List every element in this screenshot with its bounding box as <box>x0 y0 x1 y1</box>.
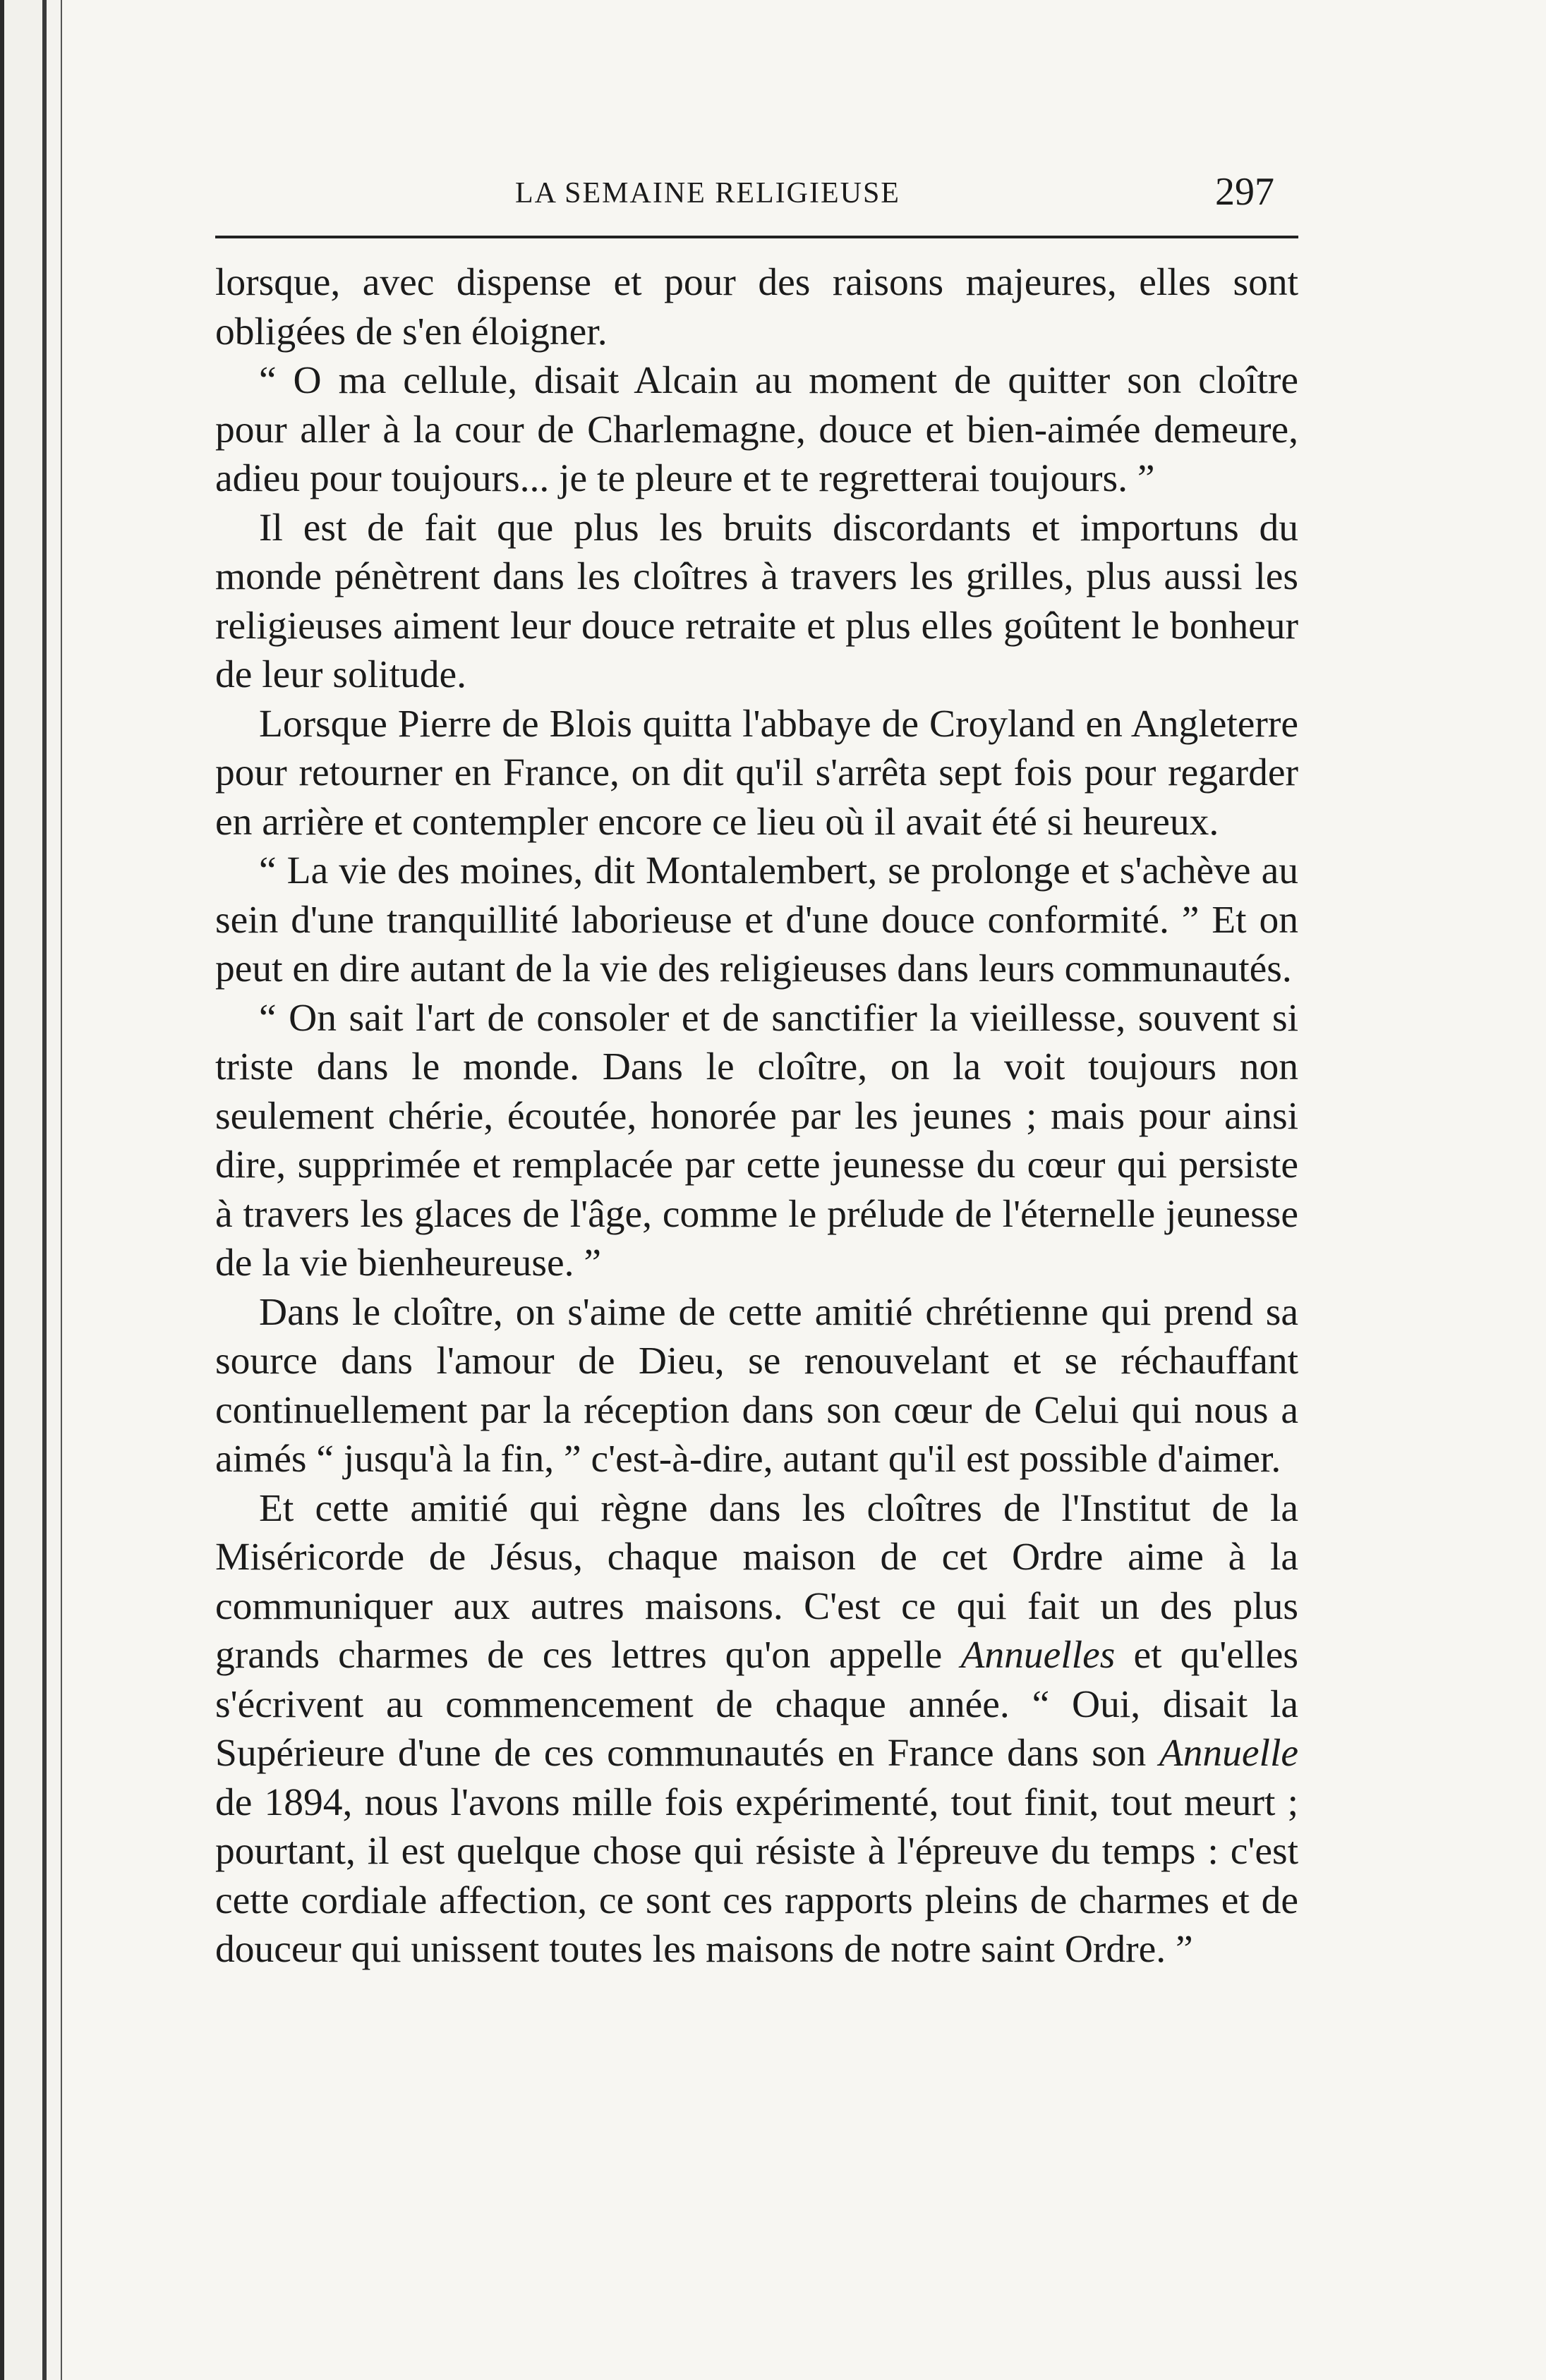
paragraph-text: de 1894, nous l'avons mille fois expérimenté, tout finit, tout meurt ; pourtant, il est quelque chose qui résiste à l'épreuve du temps : c'est cette cordiale affection, ce sont ces rapports pleins de charmes et de douceur qui unissent toutes les maisons de notre saint Ordre. ” <box>215 1780 1298 1971</box>
italic-term: Annuelles <box>960 1634 1116 1677</box>
paragraph <box>215 1484 1298 1974</box>
paragraph: “ La vie des moines, dit Montalembert, se prolonge et s'achève au sein d'une tranquillité laborieuse et d'une douce conformité. ” Et on peut en dire autant de la vie des religieuses dans leurs communautés. <box>215 849 1298 990</box>
body-text <box>215 258 1298 1974</box>
paragraph: Dans le cloître, on s'aime de cette amitié chrétienne qui prend sa source dans l'amour de Dieu, se renouvelant et se réchauffant continuellement par la réception dans son cœur de Celui qui nous a aimés “ jusqu'à la fin, ” c'est-à-dire, autant qu'il est possible d'aimer. <box>215 1290 1298 1481</box>
page-number: 297 <box>1215 170 1274 214</box>
paragraph-text: Et cette amitié qui règne dans les cloîtres de l'Institut de la Miséricorde de Jésus, chaque maison de cet Ordre aime à la communiquer aux autres maisons. C'est ce qui fait un des plus grands charmes de ces lettres qu'on appelle <box>215 1486 1298 1677</box>
page-binding-edge <box>0 0 78 2380</box>
running-title: LA SEMAINE RELIGIEUSE <box>515 177 900 210</box>
paragraph: Lorsque Pierre de Blois quitta l'abbaye de Croyland en Angleterre pour retourner en France, on dit qu'il s'arrêta sept fois pour regarder en arrière et contempler encore ce lieu où il avait été si heureux. <box>215 702 1298 844</box>
paragraph: lorsque, avec dispense et pour des raisons majeures, elles sont obligées de s'en éloigner. <box>215 261 1298 353</box>
paragraph: “ O ma cellule, disait Alcain au moment de quitter son cloître pour aller à la cour de Charlemagne, douce et bien-aimée demeure, adieu pour toujours... je te pleure et te regretterai toujours. ” <box>215 359 1298 500</box>
paragraph: “ On sait l'art de consoler et de sanctifier la vieillesse, souvent si triste dans le monde. Dans le cloître, on la voit toujours non seulement chérie, écoutée, honorée par les jeunes ; mais pour ainsi dire, supprimée et remplacée par cette jeunesse du cœur qui persiste à travers les glaces de l'âge, comme le prélude de l'éternelle jeunesse de la vie bienheureuse. ” <box>215 996 1298 1285</box>
paragraph-text: et qu'elles s'écrivent au commencement de chaque année. “ Oui, disait la Supérieure d'une de ces communautés en France dans son <box>215 1634 1298 1775</box>
header-rule <box>215 236 1298 238</box>
italic-term: Annuelle <box>1159 1732 1298 1775</box>
paragraph: Il est de fait que plus les bruits discordants et importuns du monde pénètrent dans les cloîtres à travers les grilles, plus aussi les religieuses aiment leur douce retraite et plus elles goûtent le bonheur de leur solitude. <box>215 506 1298 696</box>
